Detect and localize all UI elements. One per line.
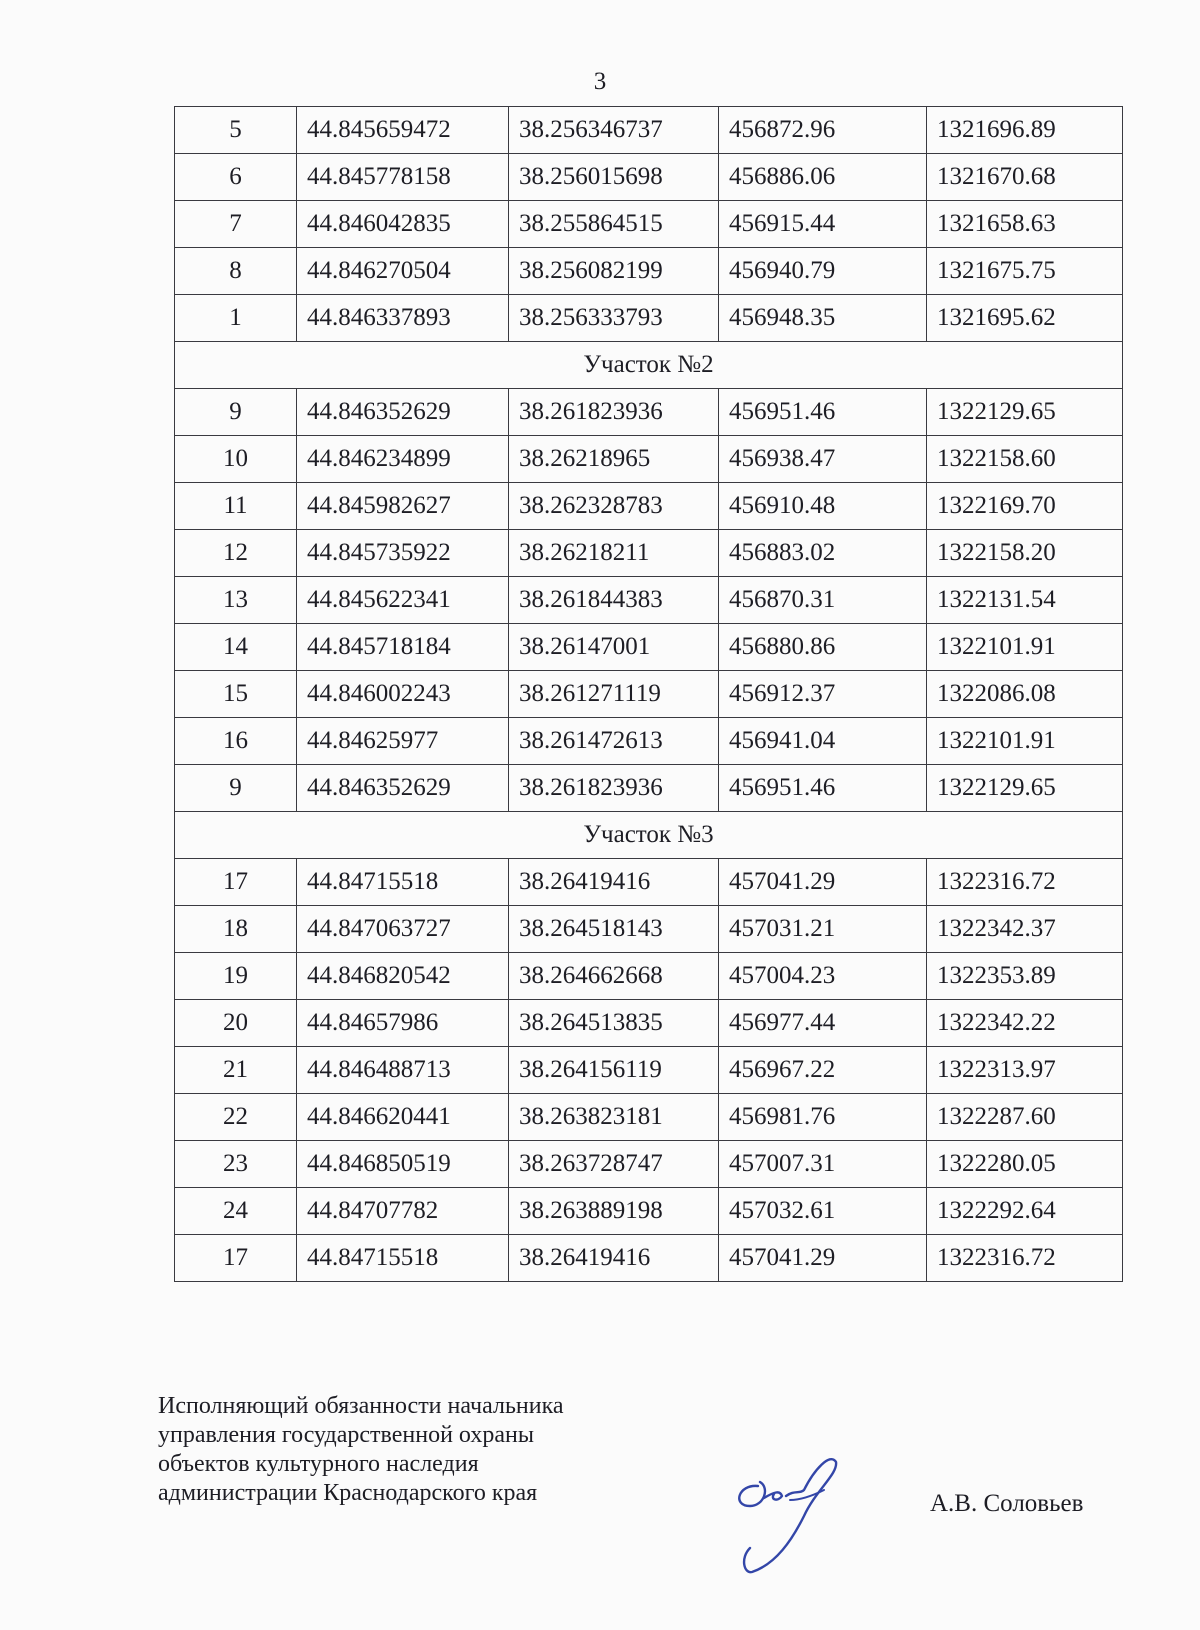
point-number: 1: [175, 295, 297, 342]
table-row: [175, 624, 1123, 671]
y-coordinate-cell: 1322287.60: [927, 1094, 1123, 1141]
table-row: [175, 577, 1123, 624]
longitude-cell: 38.26218211: [509, 530, 719, 577]
table-row: [175, 483, 1123, 530]
latitude-cell: 44.845982627: [297, 483, 509, 530]
longitude-cell: 38.26147001: [509, 624, 719, 671]
longitude-cell: 38.262328783: [509, 483, 719, 530]
longitude-cell: 38.264156119: [509, 1047, 719, 1094]
point-number: 23: [175, 1141, 297, 1188]
table-row: [175, 530, 1123, 577]
point-number: 10: [175, 436, 297, 483]
latitude-cell: 44.84657986: [297, 1000, 509, 1047]
point-number: 22: [175, 1094, 297, 1141]
latitude-cell: 44.846352629: [297, 389, 509, 436]
latitude-cell: 44.846002243: [297, 671, 509, 718]
point-number: 19: [175, 953, 297, 1000]
longitude-cell: 38.26419416: [509, 859, 719, 906]
y-coordinate-cell: 1322313.97: [927, 1047, 1123, 1094]
longitude-cell: 38.256082199: [509, 248, 719, 295]
latitude-cell: 44.845735922: [297, 530, 509, 577]
table-row: [175, 671, 1123, 718]
table-row: [175, 1000, 1123, 1047]
point-number: 5: [175, 107, 297, 154]
x-coordinate-cell: 456886.06: [719, 154, 927, 201]
latitude-cell: 44.84715518: [297, 859, 509, 906]
signatory-name: А.В. Соловьев: [930, 1490, 1084, 1517]
point-number: 13: [175, 577, 297, 624]
latitude-cell: 44.846270504: [297, 248, 509, 295]
latitude-cell: 44.845778158: [297, 154, 509, 201]
handwritten-signature: [730, 1440, 860, 1580]
longitude-cell: 38.255864515: [509, 201, 719, 248]
point-number: 24: [175, 1188, 297, 1235]
table-row: [175, 718, 1123, 765]
table-row: [175, 201, 1123, 248]
table-row: [175, 906, 1123, 953]
latitude-cell: 44.846820542: [297, 953, 509, 1000]
y-coordinate-cell: 1321696.89: [927, 107, 1123, 154]
point-number: 16: [175, 718, 297, 765]
x-coordinate-cell: 456910.48: [719, 483, 927, 530]
x-coordinate-cell: 456967.22: [719, 1047, 927, 1094]
point-number: 18: [175, 906, 297, 953]
section-header-row: [175, 342, 1123, 389]
longitude-cell: 38.263823181: [509, 1094, 719, 1141]
y-coordinate-cell: 1322342.37: [927, 906, 1123, 953]
x-coordinate-cell: 456938.47: [719, 436, 927, 483]
point-number: 6: [175, 154, 297, 201]
y-coordinate-cell: 1322169.70: [927, 483, 1123, 530]
latitude-cell: 44.847063727: [297, 906, 509, 953]
latitude-cell: 44.84707782: [297, 1188, 509, 1235]
x-coordinate-cell: 456880.86: [719, 624, 927, 671]
longitude-cell: 38.263889198: [509, 1188, 719, 1235]
y-coordinate-cell: 1321658.63: [927, 201, 1123, 248]
table-row: [175, 389, 1123, 436]
longitude-cell: 38.261844383: [509, 577, 719, 624]
x-coordinate-cell: 456912.37: [719, 671, 927, 718]
point-number: 7: [175, 201, 297, 248]
point-number: 9: [175, 389, 297, 436]
signatory-title: [158, 1392, 564, 1508]
latitude-cell: 44.846234899: [297, 436, 509, 483]
latitude-cell: 44.846488713: [297, 1047, 509, 1094]
point-number: 17: [175, 1235, 297, 1282]
x-coordinate-cell: 457041.29: [719, 859, 927, 906]
x-coordinate-cell: 456870.31: [719, 577, 927, 624]
point-number: 14: [175, 624, 297, 671]
longitude-cell: 38.263728747: [509, 1141, 719, 1188]
coordinates-table-body: [175, 107, 1123, 1282]
latitude-cell: 44.846850519: [297, 1141, 509, 1188]
x-coordinate-cell: 456981.76: [719, 1094, 927, 1141]
table-row: [175, 295, 1123, 342]
point-number: 21: [175, 1047, 297, 1094]
longitude-cell: 38.256346737: [509, 107, 719, 154]
x-coordinate-cell: 456883.02: [719, 530, 927, 577]
section-header-row: [175, 812, 1123, 859]
latitude-cell: 44.846042835: [297, 201, 509, 248]
latitude-cell: 44.84715518: [297, 1235, 509, 1282]
table-row: [175, 107, 1123, 154]
y-coordinate-cell: 1322131.54: [927, 577, 1123, 624]
y-coordinate-cell: 1321670.68: [927, 154, 1123, 201]
y-coordinate-cell: 1322101.91: [927, 718, 1123, 765]
signatory-title-line: управления государственной охраны: [158, 1422, 534, 1448]
longitude-cell: 38.261271119: [509, 671, 719, 718]
table-row: [175, 1188, 1123, 1235]
y-coordinate-cell: 1322280.05: [927, 1141, 1123, 1188]
coordinates-table: [174, 106, 1123, 1282]
table-row: [175, 1094, 1123, 1141]
y-coordinate-cell: 1322158.60: [927, 436, 1123, 483]
table-row: [175, 436, 1123, 483]
y-coordinate-cell: 1322086.08: [927, 671, 1123, 718]
x-coordinate-cell: 457041.29: [719, 1235, 927, 1282]
signatory-title-line: Исполняющий обязанности начальника: [158, 1393, 564, 1419]
y-coordinate-cell: 1322342.22: [927, 1000, 1123, 1047]
table-row: [175, 765, 1123, 812]
signatory-title-line: администрации Краснодарского края: [158, 1480, 538, 1506]
longitude-cell: 38.256333793: [509, 295, 719, 342]
y-coordinate-cell: 1322316.72: [927, 1235, 1123, 1282]
longitude-cell: 38.264513835: [509, 1000, 719, 1047]
latitude-cell: 44.845622341: [297, 577, 509, 624]
x-coordinate-cell: 456951.46: [719, 765, 927, 812]
y-coordinate-cell: 1322158.20: [927, 530, 1123, 577]
x-coordinate-cell: 456948.35: [719, 295, 927, 342]
table-row: [175, 859, 1123, 906]
y-coordinate-cell: 1322292.64: [927, 1188, 1123, 1235]
page-number: 3: [593, 68, 607, 95]
section-title: Участок №3: [175, 812, 1123, 859]
y-coordinate-cell: 1321695.62: [927, 295, 1123, 342]
point-number: 12: [175, 530, 297, 577]
table-row: [175, 154, 1123, 201]
longitude-cell: 38.26218965: [509, 436, 719, 483]
latitude-cell: 44.846352629: [297, 765, 509, 812]
x-coordinate-cell: 457031.21: [719, 906, 927, 953]
y-coordinate-cell: 1322316.72: [927, 859, 1123, 906]
longitude-cell: 38.261823936: [509, 389, 719, 436]
signatory-title-line: объектов культурного наследия: [158, 1451, 479, 1477]
x-coordinate-cell: 456941.04: [719, 718, 927, 765]
x-coordinate-cell: 456940.79: [719, 248, 927, 295]
latitude-cell: 44.845659472: [297, 107, 509, 154]
x-coordinate-cell: 456951.46: [719, 389, 927, 436]
table-row: [175, 1141, 1123, 1188]
point-number: 8: [175, 248, 297, 295]
y-coordinate-cell: 1322129.65: [927, 389, 1123, 436]
longitude-cell: 38.261823936: [509, 765, 719, 812]
x-coordinate-cell: 456977.44: [719, 1000, 927, 1047]
longitude-cell: 38.264518143: [509, 906, 719, 953]
latitude-cell: 44.84625977: [297, 718, 509, 765]
section-title: Участок №2: [175, 342, 1123, 389]
table-row: [175, 1235, 1123, 1282]
point-number: 9: [175, 765, 297, 812]
x-coordinate-cell: 456915.44: [719, 201, 927, 248]
point-number: 20: [175, 1000, 297, 1047]
table-row: [175, 248, 1123, 295]
point-number: 11: [175, 483, 297, 530]
latitude-cell: 44.846337893: [297, 295, 509, 342]
table-row: [175, 1047, 1123, 1094]
table-row: [175, 953, 1123, 1000]
longitude-cell: 38.26419416: [509, 1235, 719, 1282]
point-number: 15: [175, 671, 297, 718]
longitude-cell: 38.264662668: [509, 953, 719, 1000]
y-coordinate-cell: 1321675.75: [927, 248, 1123, 295]
x-coordinate-cell: 456872.96: [719, 107, 927, 154]
x-coordinate-cell: 457007.31: [719, 1141, 927, 1188]
latitude-cell: 44.846620441: [297, 1094, 509, 1141]
y-coordinate-cell: 1322353.89: [927, 953, 1123, 1000]
longitude-cell: 38.256015698: [509, 154, 719, 201]
latitude-cell: 44.845718184: [297, 624, 509, 671]
y-coordinate-cell: 1322129.65: [927, 765, 1123, 812]
y-coordinate-cell: 1322101.91: [927, 624, 1123, 671]
x-coordinate-cell: 457032.61: [719, 1188, 927, 1235]
point-number: 17: [175, 859, 297, 906]
longitude-cell: 38.261472613: [509, 718, 719, 765]
x-coordinate-cell: 457004.23: [719, 953, 927, 1000]
